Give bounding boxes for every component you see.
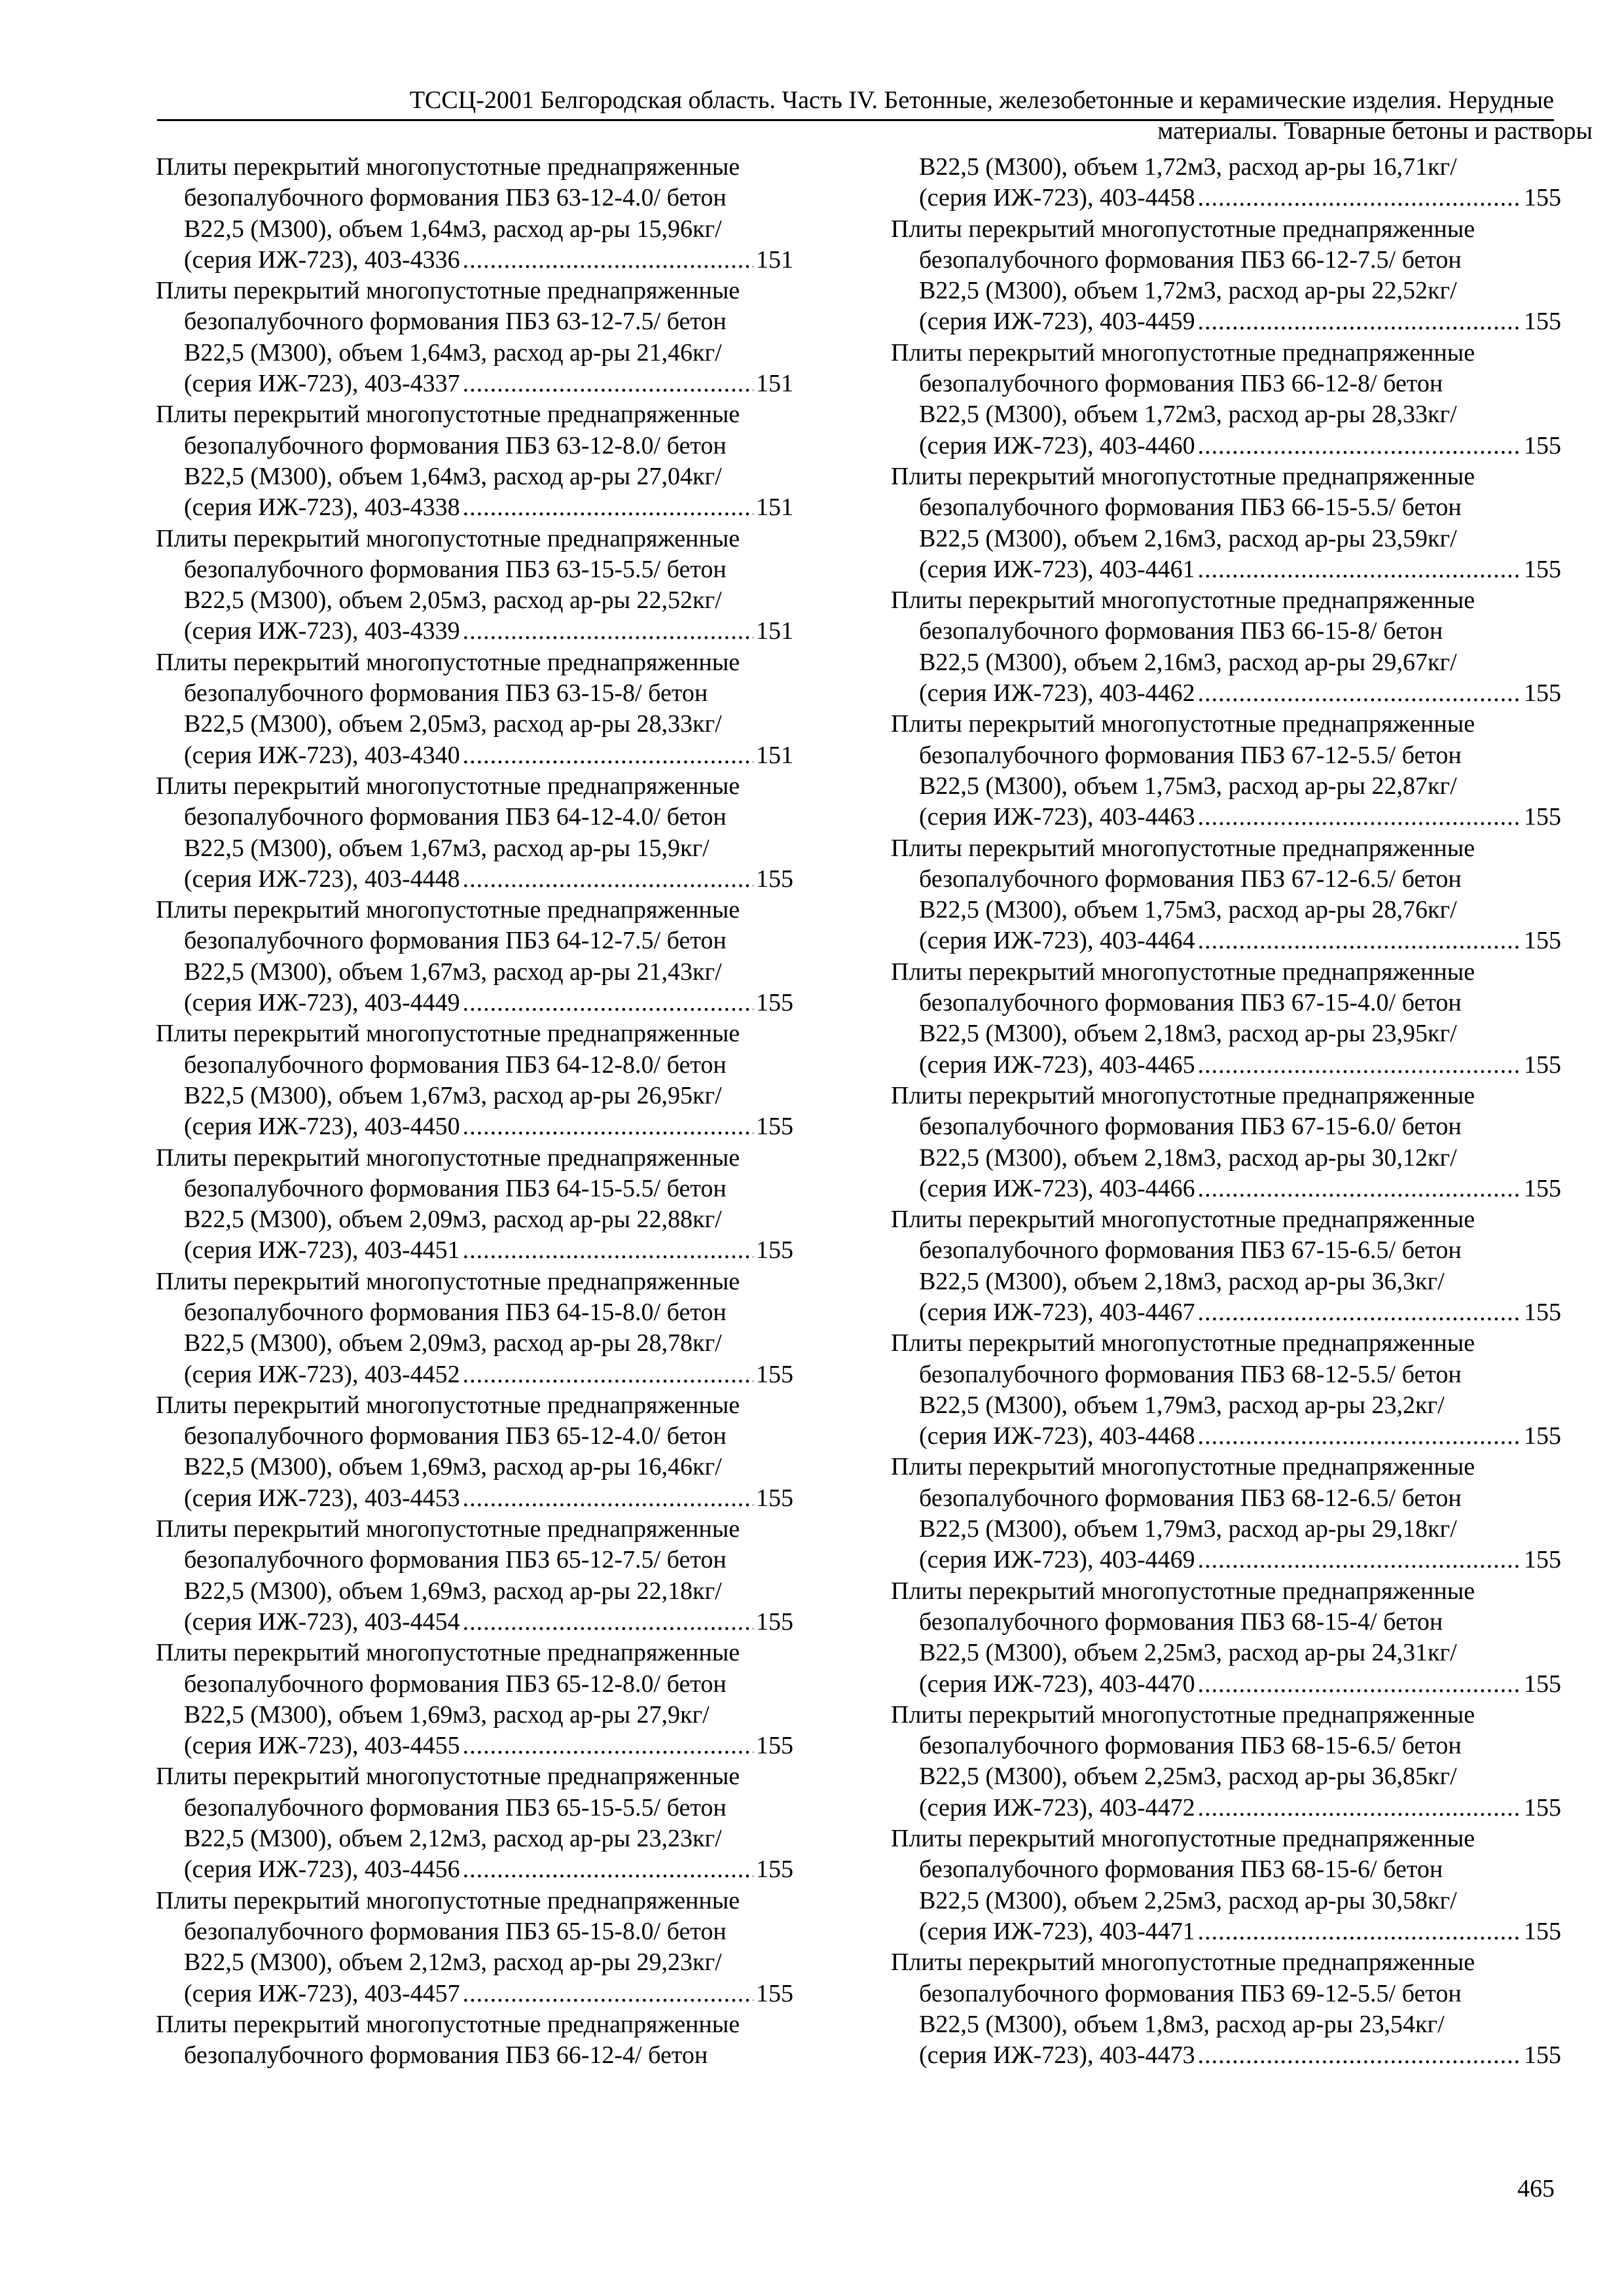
dot-leader [463,492,753,523]
entry-line: В22,5 (М300), объем 2,12м3, расход ар-ры 29,23кг/ [184,1948,722,1977]
entry-page-number: 155 [1524,1793,1561,1821]
entry-page-number: 151 [756,617,793,645]
dot-leader [463,740,753,771]
entry-code: (серия ИЖ-723), 403-4469 [919,1546,1195,1574]
dot-leader [463,1483,753,1514]
index-entry [891,833,1561,957]
entry-reference [156,1854,793,1885]
index-entry [891,1700,1561,1823]
entry-page-number: 155 [756,1236,793,1265]
entry-line: В22,5 (М300), объем 2,05м3, расход ар-ры 28,33кг/ [184,710,722,738]
entry-line: безопалубочного формования ПБЗ 68-12-5.5/ бетон [919,1360,1462,1388]
entry-line: Плиты перекрытий многопустотные преднапряженные [156,153,740,181]
entry-code: (серия ИЖ-723), 403-4468 [919,1422,1195,1450]
entry-line: безопалубочного формования ПБЗ 66-12-8/ бетон [919,370,1443,398]
index-entry [156,1266,793,1390]
entry-line: Плиты перекрытий многопустотные преднапряженные [156,1763,740,1791]
entry-line: В22,5 (М300), объем 1,8м3, расход ар-ры 23,54кг/ [919,2010,1445,2038]
entry-reference [156,616,793,647]
entry-line: Плиты перекрытий многопустотные преднапряженные [156,1143,740,1172]
index-entry-continued [156,2009,793,2072]
entry-line: Плиты перекрытий многопустотные преднапряженные [156,1267,740,1295]
entry-code: (серия ИЖ-723), 403-4466 [919,1174,1195,1202]
entry-line: безопалубочного формования ПБЗ 64-12-7.5/ бетон [184,927,727,955]
entry-code: (серия ИЖ-723), 403-4470 [919,1670,1195,1698]
entry-line: В22,5 (М300), объем 1,67м3, расход ар-ры 21,43кг/ [184,958,722,986]
entry-reference [891,678,1561,709]
entry-code: (серия ИЖ-723), 403-4448 [184,865,460,893]
dot-leader [463,245,753,276]
dot-leader [1198,1174,1521,1204]
entry-code: (серия ИЖ-723), 403-4471 [919,1917,1195,1945]
entry-line: В22,5 (М300), объем 1,79м3, расход ар-ры 29,18кг/ [919,1515,1457,1543]
entry-reference [891,1050,1561,1081]
entry-line: Плиты перекрытий многопустотные преднапряженные [891,215,1475,243]
entry-line: В22,5 (М300), объем 2,16м3, расход ар-ры 23,59кг/ [919,524,1457,552]
dot-leader [1198,1297,1521,1328]
entry-page-number: 155 [1524,184,1561,212]
entry-page-number: 155 [1524,1546,1561,1574]
dot-leader [463,988,753,1018]
entry-code: (серия ИЖ-723), 403-4457 [184,1979,460,2007]
entry-reference [156,988,793,1018]
entry-code: (серия ИЖ-723), 403-4460 [919,431,1195,459]
entry-line: безопалубочного формования ПБЗ 65-12-7.5/ бетон [184,1546,727,1574]
entry-line: безопалубочного формования ПБЗ 64-12-4.0/ бетон [184,803,727,831]
entry-reference [156,1607,793,1638]
entry-line: безопалубочного формования ПБЗ 66-15-8/ бетон [919,617,1443,645]
entry-reference [891,431,1561,461]
entry-page-number: 155 [1524,1422,1561,1450]
entry-code: (серия ИЖ-723), 403-4452 [184,1360,460,1388]
index-entry [891,957,1561,1081]
entry-line: Плиты перекрытий многопустотные преднапряженные [891,1081,1475,1109]
dot-leader [463,1235,753,1266]
entry-reference [891,925,1561,956]
entry-code: (серия ИЖ-723), 403-4337 [184,370,460,398]
dot-leader [1198,1050,1521,1081]
index-entry [156,1143,793,1266]
index-entry [156,1390,793,1514]
entry-line: В22,5 (М300), объем 2,18м3, расход ар-ры 23,95кг/ [919,1020,1457,1048]
entry-line: безопалубочного формования ПБЗ 67-15-6.5/ бетон [919,1236,1462,1265]
entry-code: (серия ИЖ-723), 403-4467 [919,1298,1195,1326]
index-entry [156,895,793,1018]
entry-reference [156,1111,793,1142]
dot-leader [1198,183,1521,213]
entry-line: безопалубочного формования ПБЗ 68-15-6/ бетон [919,1856,1443,1884]
entry-line: Плиты перекрытий многопустотные преднапряженные [891,834,1475,862]
entry-page-number: 155 [756,1360,793,1388]
entry-code: (серия ИЖ-723), 403-4465 [919,1050,1195,1079]
index-entry [891,1823,1561,1947]
entry-line: Плиты перекрытий многопустотные преднапряженные [156,1515,740,1543]
entry-line: безопалубочного формования ПБЗ 64-15-8.0/ бетон [184,1298,727,1326]
dot-leader [1198,678,1521,709]
entry-line: Плиты перекрытий многопустотные преднапряженные [891,1825,1475,1853]
header-title: ТССЦ-2001 Белгородская область. Часть IV. Бетонные, железобетонные и керамические изделия. Нерудные [409,86,1554,114]
entry-line: безопалубочного формования ПБЗ 67-12-6.5/ бетон [919,865,1462,893]
index-entry [156,1018,793,1142]
entry-line: Плиты перекрытий многопустотные преднапряженные [891,1948,1475,1977]
entry-page-number: 155 [1524,1174,1561,1202]
entry-code: (серия ИЖ-723), 403-4455 [184,1732,460,1760]
entry-line: В22,5 (М300), объем 2,16м3, расход ар-ры 29,67кг/ [919,648,1457,676]
index-entry [156,152,793,276]
dot-leader [1198,1669,1521,1700]
entry-line: безопалубочного формования ПБЗ 64-15-5.5/ бетон [184,1174,727,1202]
entry-line: безопалубочного формования ПБЗ 65-12-8.0/ бетон [184,1670,727,1698]
index-entry [156,647,793,771]
entry-line: Плиты перекрытий многопустотные преднапряженные [156,648,740,676]
index-entry [156,771,793,895]
dot-leader [463,368,753,399]
index-entry [891,1328,1561,1452]
entry-line: Плиты перекрытий многопустотные преднапряженные [156,524,740,552]
dot-leader [1198,1421,1521,1452]
entry-page-number: 155 [1524,1670,1561,1698]
dot-leader [1198,554,1521,585]
index-entry [891,1204,1561,1328]
entry-line: безопалубочного формования ПБЗ 66-12-7.5/ бетон [919,245,1462,274]
entry-line: Плиты перекрытий многопустотные преднапряженные [156,772,740,800]
entry-line: Плиты перекрытий многопустотные преднапряженные [156,1886,740,1914]
left-entry-list [156,152,793,2009]
entry-line: Плиты перекрытий многопустотные преднапряженные [156,1639,740,1667]
dot-leader [1198,1793,1521,1823]
index-column-right [891,152,1561,2071]
entry-code: (серия ИЖ-723), 403-4449 [184,989,460,1017]
index-entry [156,399,793,523]
entry-line: Плиты перекрытий многопустотные преднапряженные [891,1700,1475,1729]
dot-leader [1198,1545,1521,1575]
entry-line: безопалубочного формования ПБЗ 64-12-8.0/ бетон [184,1050,727,1079]
index-entry [891,709,1561,833]
entry-reference [891,1545,1561,1575]
dot-leader [1198,925,1521,956]
entry-page-number: 155 [1524,679,1561,708]
entry-reference [891,1174,1561,1204]
entry-reference [156,368,793,399]
entry-line: В22,5 (М300), объем 1,75м3, расход ар-ры 28,76кг/ [919,896,1457,924]
entry-line: безопалубочного формования ПБЗ 69-12-5.5/ бетон [919,1979,1462,2007]
index-entry [891,461,1561,585]
entry-line: В22,5 (М300), объем 1,69м3, расход ар-ры 27,9кг/ [184,1700,710,1729]
entry-page-number: 151 [756,370,793,398]
entry-line: В22,5 (М300), объем 2,25м3, расход ар-ры 30,58кг/ [919,1886,1457,1914]
entry-line: В22,5 (М300), объем 1,72м3, расход ар-ры 22,52кг/ [919,277,1457,305]
entry-line: безопалубочного формования ПБЗ 63-15-8/ бетон [184,679,708,708]
entry-line: Плиты перекрытий многопустотные преднапряженные [891,1206,1475,1234]
page-number: 465 [1517,2175,1555,2202]
dot-leader [463,616,753,647]
right-entry-list [891,214,1561,2072]
entry-page-number: 155 [1524,555,1561,583]
entry-line: В22,5 (М300), объем 1,64м3, расход ар-ры 15,96кг/ [184,215,722,243]
index-entry [156,1886,793,2009]
entry-page-number: 155 [756,1484,793,1512]
index-entry [156,1761,793,1885]
entry-reference [156,1483,793,1514]
entry-page-number: 155 [756,1113,793,1141]
entry-page-number: 151 [756,245,793,274]
index-entry [891,585,1561,709]
entry-line: Плиты перекрытий многопустотные преднапряженные [156,1391,740,1419]
entry-line: безопалубочного формования ПБЗ 65-15-8.0/ бетон [184,1917,727,1945]
index-entry [891,214,1561,338]
entry-line: Плиты перекрытий многопустотные преднапряженные [891,586,1475,615]
entry-page-number: 151 [756,493,793,522]
entry-line: Плиты перекрытий многопустотные преднапряженные [891,1577,1475,1605]
dot-leader [463,1731,753,1761]
index-entry-continuation [891,152,1561,214]
entry-line: В22,5 (М300), объем 1,67м3, расход ар-ры 26,95кг/ [184,1081,722,1109]
entry-reference [156,492,793,523]
entry-page-number: 155 [756,1732,793,1760]
entry-line: Плиты перекрытий многопустотные преднапряженные [156,401,740,429]
entry-page-number: 155 [756,865,793,893]
dot-leader [1198,2040,1521,2071]
index-entry [891,338,1561,461]
dot-leader [463,864,753,895]
entry-page-number: 155 [756,989,793,1017]
index-entry [891,1081,1561,1204]
entry-reference [891,2040,1561,2071]
entry-line: безопалубочного формования ПБЗ 65-15-5.5/ бетон [184,1793,727,1821]
entry-code: (серия ИЖ-723), 403-4458 [919,184,1195,212]
entry-line: безопалубочного формования ПБЗ 66-12-4/ бетон [184,2041,708,2070]
entry-line: Плиты перекрытий многопустотные преднапряженные [891,462,1475,490]
entry-reference [156,1235,793,1266]
entry-reference [891,554,1561,585]
entry-line: В22,5 (М300), объем 2,18м3, расход ар-ры 30,12кг/ [919,1143,1457,1172]
entry-code: (серия ИЖ-723), 403-4463 [919,803,1195,831]
dot-leader [463,1979,753,2009]
entry-page-number: 155 [1524,308,1561,336]
entry-code: (серия ИЖ-723), 403-4462 [919,679,1195,708]
entry-page-number: 155 [1524,927,1561,955]
entry-code: (серия ИЖ-723), 403-4339 [184,617,460,645]
entry-reference [891,1669,1561,1700]
entry-line: В22,5 (М300), объем 1,72м3, расход ар-ры 16,71кг/ [919,153,1457,181]
entry-line: Плиты перекрытий многопустотные преднапряженные [891,710,1475,738]
entry-page-number: 155 [756,1607,793,1636]
entry-code: (серия ИЖ-723), 403-4340 [184,741,460,769]
entry-line: Плиты перекрытий многопустотные преднапряженные [891,338,1475,367]
entry-reference [156,740,793,771]
entry-code: (серия ИЖ-723), 403-4473 [919,2041,1195,2070]
entry-reference [156,245,793,276]
index-entry [156,276,793,399]
entry-page-number: 155 [1524,1917,1561,1945]
entry-line: В22,5 (М300), объем 1,72м3, расход ар-ры 28,33кг/ [919,401,1457,429]
entry-reference [891,1793,1561,1823]
entry-line: В22,5 (М300), объем 1,69м3, расход ар-ры 22,18кг/ [184,1577,722,1605]
entry-line: безопалубочного формования ПБЗ 63-12-4.0/ бетон [184,184,727,212]
entry-line: Плиты перекрытий многопустотные преднапряженные [156,277,740,305]
entry-page-number: 151 [756,741,793,769]
entry-line: безопалубочного формования ПБЗ 68-12-6.5/ бетон [919,1484,1462,1512]
entry-code: (серия ИЖ-723), 403-4461 [919,555,1195,583]
entry-page-number: 155 [756,1856,793,1884]
entry-code: (серия ИЖ-723), 403-4336 [184,245,460,274]
entry-line: В22,5 (М300), объем 2,12м3, расход ар-ры 23,23кг/ [184,1825,722,1853]
entry-line: В22,5 (М300), объем 2,25м3, расход ар-ры 24,31кг/ [919,1639,1457,1667]
entry-line: Плиты перекрытий многопустотные преднапряженные [156,2010,740,2038]
entry-code: (серия ИЖ-723), 403-4472 [919,1793,1195,1821]
index-entry [891,1947,1561,2071]
entry-code: (серия ИЖ-723), 403-4454 [184,1607,460,1636]
entry-reference [156,1359,793,1390]
dot-leader [1198,431,1521,461]
entry-code: (серия ИЖ-723), 403-4450 [184,1113,460,1141]
entry-code: (серия ИЖ-723), 403-4451 [184,1236,460,1265]
entry-line: В22,5 (М300), объем 2,09м3, расход ар-ры 28,78кг/ [184,1329,722,1357]
entry-reference [891,183,1561,213]
entry-line: Плиты перекрытий многопустотные преднапряженные [891,1453,1475,1481]
entry-line: безопалубочного формования ПБЗ 63-15-5.5/ бетон [184,555,727,583]
dot-leader [1198,306,1521,337]
index-entry [156,1638,793,1761]
dot-leader [463,1111,753,1142]
entry-line: В22,5 (М300), объем 1,67м3, расход ар-ры 15,9кг/ [184,834,710,862]
entry-line: безопалубочного формования ПБЗ 67-12-5.5/ бетон [919,741,1462,769]
entry-reference [891,802,1561,833]
entry-line: Плиты перекрытий многопустотные преднапряженные [891,958,1475,986]
entry-code: (серия ИЖ-723), 403-4464 [919,927,1195,955]
entry-line: Плиты перекрытий многопустотные преднапряженные [156,896,740,924]
index-column-left [156,152,793,2071]
entry-line: В22,5 (М300), объем 2,09м3, расход ар-ры 22,88кг/ [184,1206,722,1234]
entry-page-number: 155 [1524,1298,1561,1326]
dot-leader [463,1359,753,1390]
dot-leader [463,1854,753,1885]
dot-leader [463,1607,753,1638]
entry-reference [156,1731,793,1761]
entry-line: безопалубочного формования ПБЗ 63-12-7.5/ бетон [184,308,727,336]
entry-page-number: 155 [1524,2041,1561,2070]
dot-leader [1198,1916,1521,1947]
entry-line: В22,5 (М300), объем 1,75м3, расход ар-ры 22,87кг/ [919,772,1457,800]
entry-reference [156,1979,793,2009]
dot-leader [1198,802,1521,833]
entry-code: (серия ИЖ-723), 403-4459 [919,308,1195,336]
entry-page-number: 155 [1524,803,1561,831]
index-entry [891,1452,1561,1575]
entry-reference [156,864,793,895]
entry-page-number: 155 [1524,1050,1561,1079]
entry-line: В22,5 (М300), объем 2,05м3, расход ар-ры 22,52кг/ [184,586,722,615]
entry-page-number: 155 [1524,431,1561,459]
entry-code: (серия ИЖ-723), 403-4453 [184,1484,460,1512]
entry-code: (серия ИЖ-723), 403-4338 [184,493,460,522]
entry-page-number: 155 [756,1979,793,2007]
entry-line: В22,5 (М300), объем 2,25м3, расход ар-ры 36,85кг/ [919,1763,1457,1791]
entry-line: Плиты перекрытий многопустотные преднапряженные [891,1329,1475,1357]
entry-reference [891,1297,1561,1328]
entry-line: Плиты перекрытий многопустотные преднапряженные [156,1020,740,1048]
entry-line: В22,5 (М300), объем 1,79м3, расход ар-ры 23,2кг/ [919,1391,1445,1419]
entry-reference [891,1421,1561,1452]
entry-line: В22,5 (М300), объем 1,64м3, расход ар-ры 21,46кг/ [184,338,722,367]
entry-line: безопалубочного формования ПБЗ 63-12-8.0/ бетон [184,431,727,459]
entry-line: В22,5 (М300), объем 2,18м3, расход ар-ры 36,3кг/ [919,1267,1445,1295]
entry-code: (серия ИЖ-723), 403-4456 [184,1856,460,1884]
index-entry [891,1576,1561,1700]
entry-line: В22,5 (М300), объем 1,64м3, расход ар-ры 27,04кг/ [184,462,722,490]
index-entry [156,524,793,647]
entry-line: безопалубочного формования ПБЗ 68-15-6.5/ бетон [919,1732,1462,1760]
entry-line: безопалубочного формования ПБЗ 67-15-6.0/ бетон [919,1113,1462,1141]
entry-reference [891,306,1561,337]
entry-line: безопалубочного формования ПБЗ 68-15-4/ бетон [919,1607,1443,1636]
entry-reference [891,1916,1561,1947]
entry-line: безопалубочного формования ПБЗ 66-15-5.5/ бетон [919,493,1462,522]
index-entry [156,1514,793,1638]
entry-line: В22,5 (М300), объем 1,69м3, расход ар-ры 16,46кг/ [184,1453,722,1481]
header-subtitle: материалы. Товарные бетоны и растворы [1157,117,1593,145]
entry-line: безопалубочного формования ПБЗ 67-15-4.0/ бетон [919,989,1462,1017]
entry-line: безопалубочного формования ПБЗ 65-12-4.0/ бетон [184,1422,727,1450]
